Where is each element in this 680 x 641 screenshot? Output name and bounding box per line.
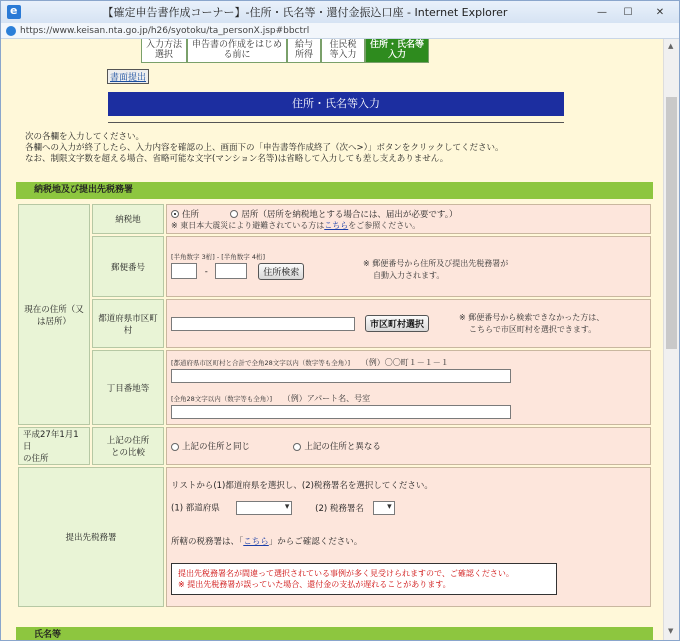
building-input[interactable] — [171, 405, 511, 419]
zip-cell — [166, 236, 651, 297]
url-text[interactable]: https://www.keisan.nta.go.jp/h26/syotoku/ta_personX.jsp#bbctrl — [20, 25, 310, 36]
instructions — [25, 132, 645, 165]
chome-cell — [166, 350, 651, 425]
chome-hint-2: [全角28文字以内（数字等も全角）] — [171, 394, 273, 403]
city-note-2: こちらで市区町村を選択できます。 — [469, 324, 597, 334]
vertical-scrollbar[interactable] — [663, 39, 679, 640]
radio-residence[interactable] — [230, 210, 238, 218]
city-label: 都道府県市区町村 — [92, 299, 164, 348]
scroll-down-icon[interactable]: ▼ — [668, 627, 674, 635]
radio-same-address[interactable] — [171, 443, 179, 451]
warning-line-2: ※ 提出先税務署が誤っていた場合、還付金の支払が遅れることがあります。 — [178, 580, 451, 589]
ie-logo-icon — [7, 5, 21, 19]
maximize-button[interactable]: ☐ — [623, 6, 633, 18]
chome-example-1: （例）〇〇町１－１－１ — [360, 357, 449, 367]
ie-icon — [6, 26, 16, 36]
step-salary: 給与所得 — [287, 39, 321, 63]
tax-office-instruction: リストから(1)都道府県を選択し、(2)税務署名を選択してください。 — [171, 481, 433, 491]
city-select-button[interactable]: 市区町村選択 — [365, 315, 429, 332]
warning-box — [171, 563, 557, 595]
step-before-start: 申告書の作成をはじめる前に — [187, 39, 287, 63]
radio-different-label: 上記の住所と異なる — [304, 442, 381, 452]
page-title: 住所・氏名等入力 — [108, 92, 564, 116]
divider — [108, 122, 564, 123]
prefecture-select[interactable] — [236, 501, 292, 515]
city-cell — [166, 299, 651, 348]
office-label: (2) 税務署名 — [315, 503, 364, 514]
zip-hint: [半角数字 3桁] - [半角数字 4桁] — [171, 252, 266, 261]
zip-note-2: 自動入力されます。 — [373, 270, 445, 280]
compare-label — [92, 427, 164, 465]
compare-label-1: 上記の住所 — [106, 436, 150, 446]
progress-steps — [141, 39, 429, 63]
prev-address-label-2: の住所 — [23, 454, 49, 464]
prev-address-label — [18, 427, 90, 465]
prefecture-label: (1) 都道府県 — [171, 503, 220, 514]
window-title: 【確定申告書作成コーナー】-住所・氏名等・還付金振込口座 - Internet Explorer — [102, 6, 508, 19]
intro-line-3: なお、制限文字数を超える場合、省略可能な文字(マンション名等)は省略して入力しても差し支えありません。 — [25, 154, 449, 164]
step-address-name: 住所・氏名等入力 — [365, 39, 429, 63]
compare-label-2: との比較 — [110, 448, 145, 458]
chome-input[interactable] — [171, 369, 511, 383]
chome-example-2: （例）アパート名、号室 — [282, 393, 371, 403]
address-bar[interactable] — [1, 23, 679, 39]
radio-address[interactable] — [171, 210, 179, 218]
intro-line-1: 次の各欄を入力してください。 — [25, 132, 145, 142]
step-input-method: 入力方法選択 — [141, 39, 187, 63]
zip-second-input[interactable] — [215, 263, 247, 279]
tax-office-label: 提出先税務署 — [18, 467, 164, 607]
warning-line-1: 提出先税務署名が間違って選択されている事例が多く見受けられますので、ご確認ください。 — [178, 569, 514, 578]
title-bar — [1, 1, 679, 23]
zip-first-input[interactable] — [171, 263, 197, 279]
nouzei-cell — [166, 204, 651, 234]
current-address-label: 現在の住所（又は居所） — [18, 204, 90, 425]
scroll-thumb[interactable] — [666, 97, 677, 349]
confirm-suffix: 」からご確認ください。 — [268, 537, 363, 547]
minimize-button[interactable]: — — [597, 6, 607, 18]
section-header-name: 氏名等 — [16, 627, 653, 640]
radio-residence-label: 居所（居所を納税地とする場合には、届出が必要です。） — [241, 209, 458, 220]
radio-same-label: 上記の住所と同じ — [182, 442, 251, 452]
city-input[interactable] — [171, 317, 355, 331]
section-header-tax-place: 納税地及び提出先税務署 — [16, 182, 653, 199]
confirm-text: 所轄の税務署は、「 — [171, 537, 244, 547]
disaster-note-suffix: をご参照ください。 — [348, 220, 421, 230]
zip-dash: - — [204, 266, 208, 277]
address-search-button[interactable]: 住所検索 — [258, 263, 304, 280]
page-content — [1, 39, 663, 640]
nouzei-label: 納税地 — [92, 204, 164, 234]
disaster-link[interactable]: こちら — [324, 220, 349, 230]
chome-hint-1: [都道府県市区町村と合計で全角28文字以内（数字等も全角）] — [171, 358, 351, 367]
office-select[interactable] — [373, 501, 395, 515]
intro-line-2: 各欄への入力が終了したら、入力内容を確認の上、画面下の「申告書等作成終了（次へ>）」ボタンをクリックしてください。 — [25, 143, 504, 153]
confirm-link[interactable]: こちら — [243, 537, 269, 547]
address-form — [16, 202, 653, 609]
disaster-note: ※ 東日本大震災により避難されている方は — [171, 220, 325, 230]
city-note-1: ※ 郵便番号から検索できなかった方は、 — [459, 312, 605, 322]
close-button[interactable]: ✕ — [655, 6, 665, 18]
step-resident-tax: 住民税等入力 — [321, 39, 365, 63]
compare-cell — [166, 427, 651, 465]
zip-note-1: ※ 郵便番号から住所及び提出先税務署が — [363, 258, 509, 268]
zip-label: 郵便番号 — [92, 236, 164, 297]
tax-office-cell — [166, 467, 651, 607]
scroll-up-icon[interactable]: ▲ — [668, 42, 674, 50]
paper-submit-link[interactable]: 書面提出 — [107, 69, 149, 84]
radio-different-address[interactable] — [293, 443, 301, 451]
chome-label: 丁目番地等 — [92, 350, 164, 425]
prev-address-label-1: 平成27年1月1日 — [23, 430, 79, 452]
radio-address-label: 住所 — [182, 209, 200, 220]
